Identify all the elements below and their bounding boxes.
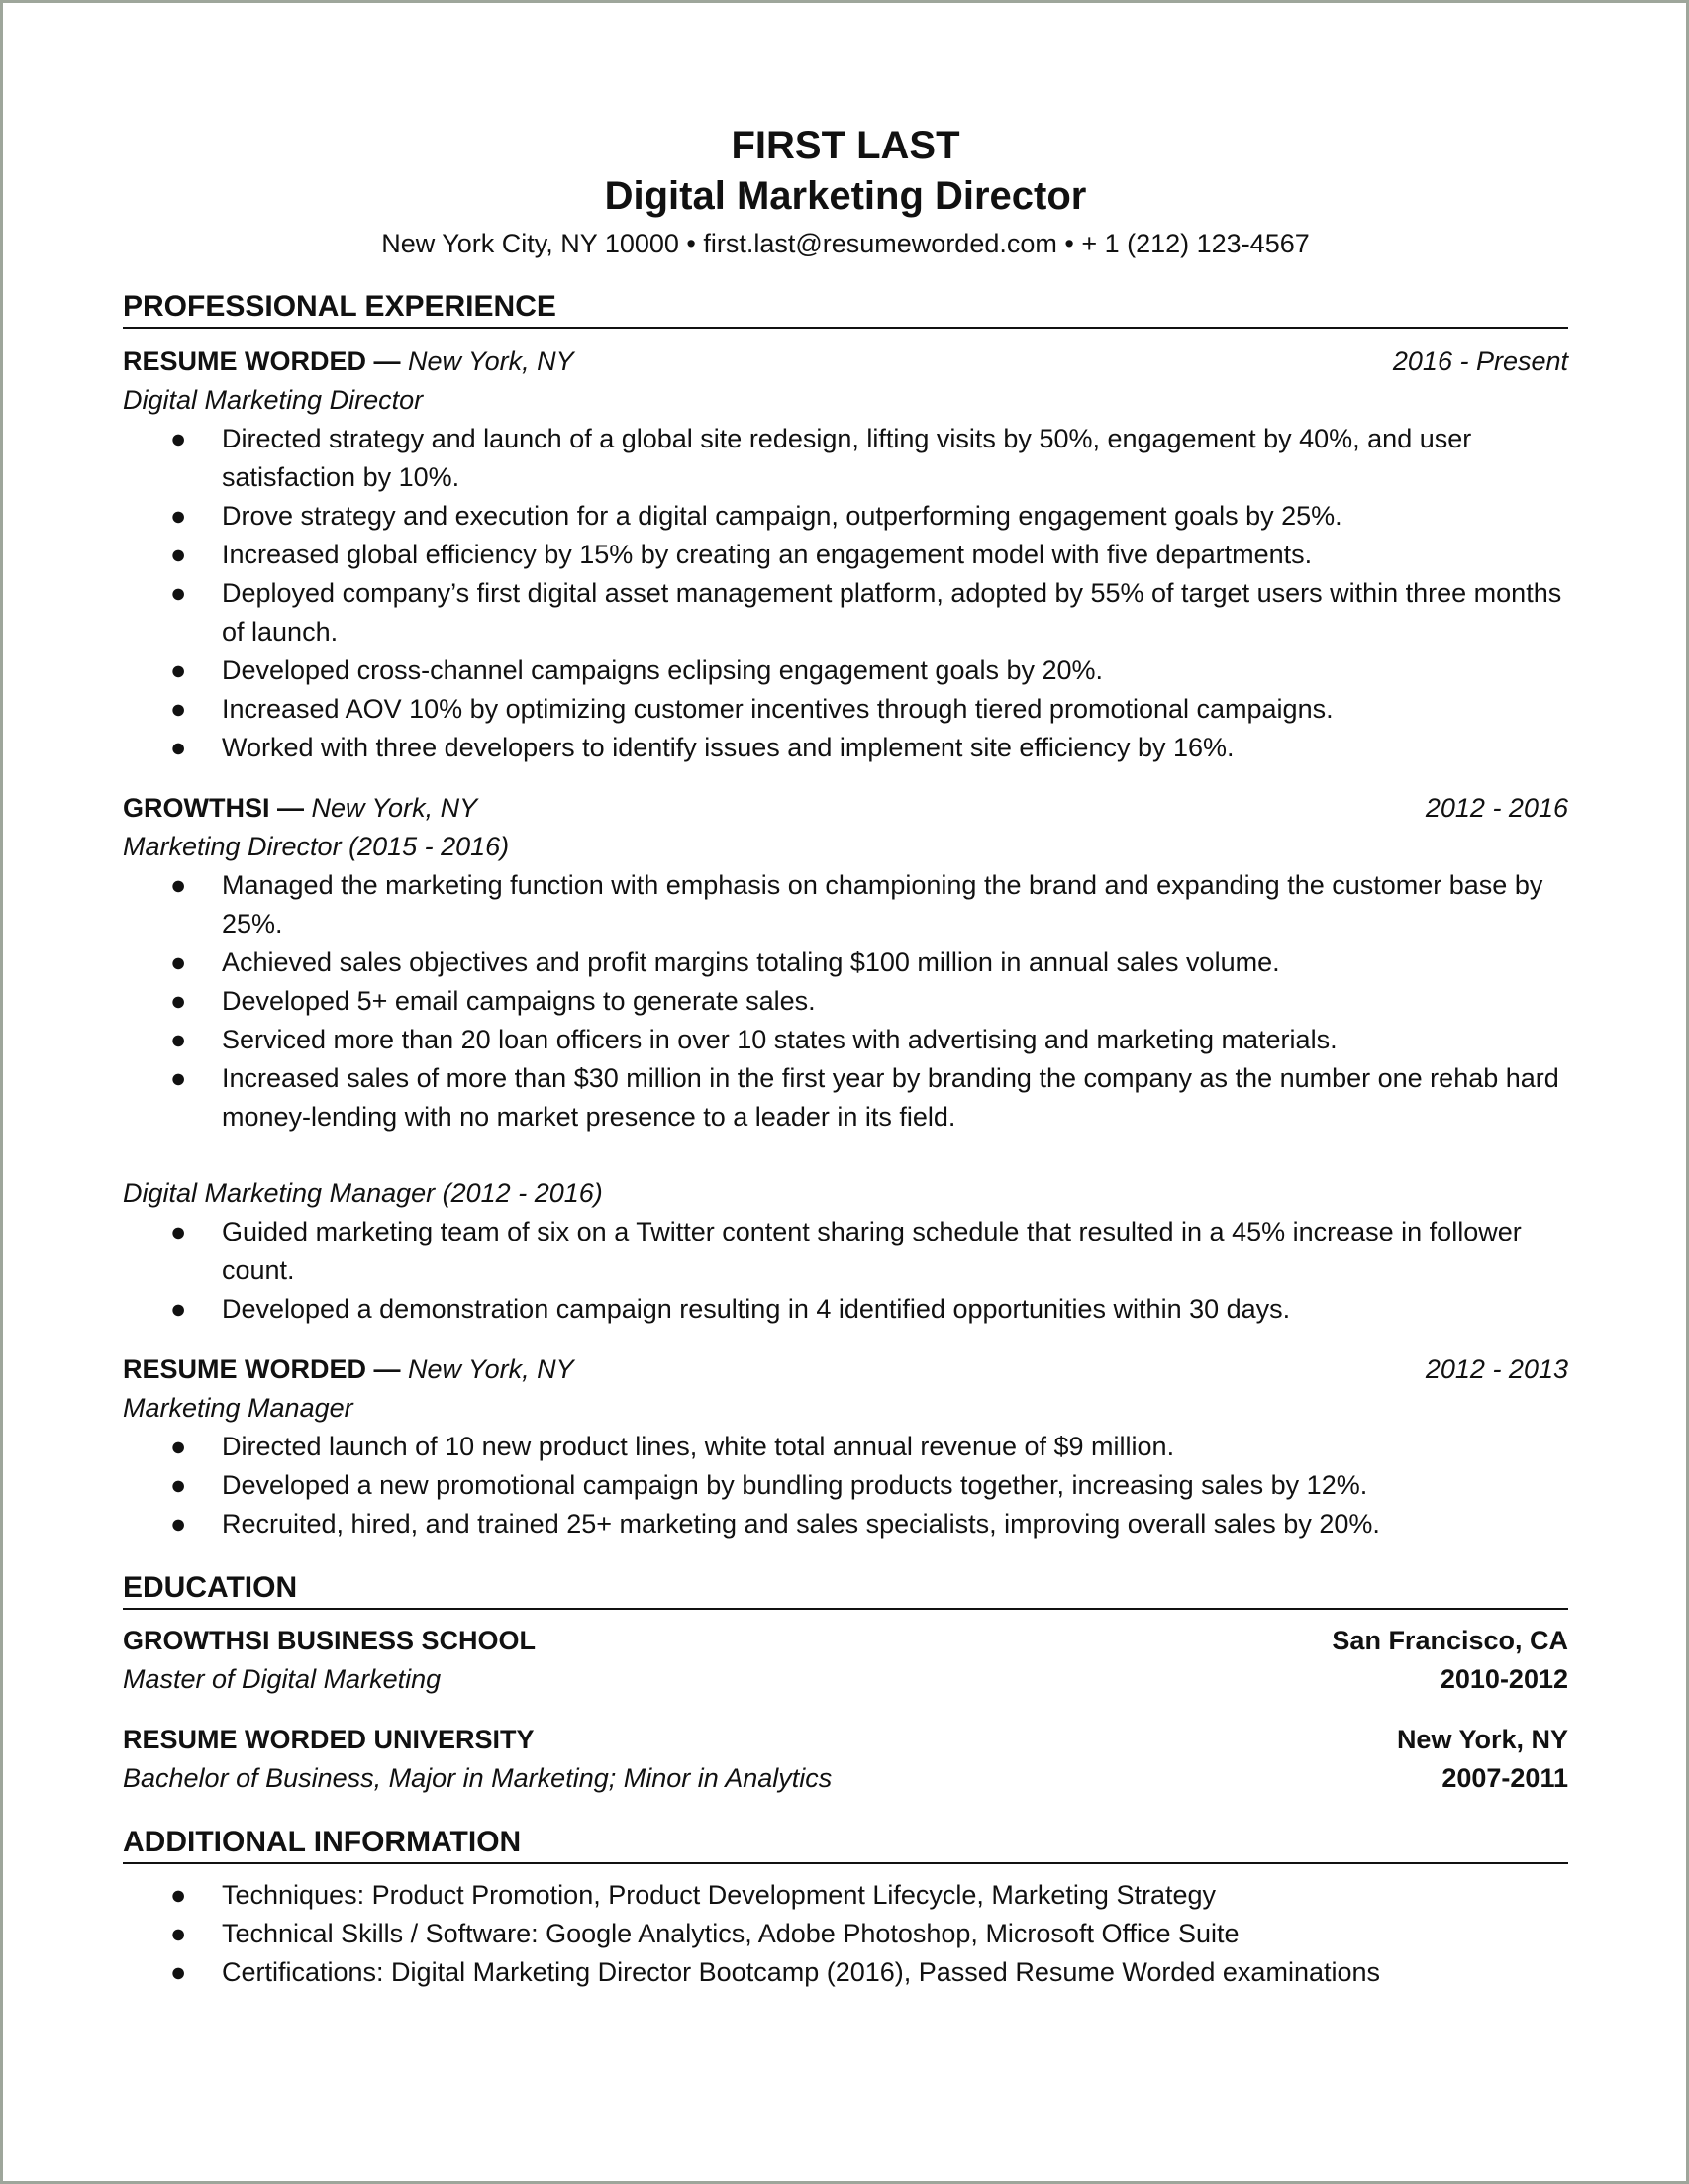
bullet-text: Certifications: Digital Marketing Director Bootcamp (2016), Passed Resume Worded examinations — [222, 1957, 1381, 1987]
bullet-item — [123, 1876, 1568, 1915]
bullet-text: Drove strategy and execution for a digital campaign, outperforming engagement goals by 25%. — [222, 501, 1342, 531]
job-dates: 2016 - Present — [1392, 347, 1568, 376]
bullet-item — [123, 1466, 1568, 1505]
bullet-item — [123, 1021, 1568, 1059]
job-bullets — [123, 1428, 1568, 1543]
bullet-item — [123, 497, 1568, 536]
bullet-item — [123, 1059, 1568, 1137]
additional-section — [123, 1824, 1568, 1992]
education-dates: 2010-2012 — [1440, 1664, 1568, 1694]
bullet-item — [123, 982, 1568, 1021]
bullet-icon: ● — [170, 1025, 187, 1054]
education-entry — [123, 1622, 1568, 1699]
bullet-icon: ● — [170, 655, 187, 685]
bullet-text: Developed cross-channel campaigns eclipsing engagement goals by 20%. — [222, 655, 1104, 685]
bullet-icon: ● — [170, 986, 187, 1016]
job-bullets — [123, 1213, 1568, 1329]
school-location: San Francisco, CA — [1332, 1626, 1568, 1655]
bullet-icon: ● — [170, 501, 187, 531]
job-header — [123, 343, 1568, 381]
bullet-icon: ● — [170, 947, 187, 977]
resume-header — [123, 120, 1568, 262]
bullet-text: Increased AOV 10% by optimizing customer incentives through tiered promotional campaigns. — [222, 694, 1334, 724]
bullet-icon: ● — [170, 1432, 187, 1461]
bullet-text: Developed 5+ email campaigns to generate sales. — [222, 986, 816, 1016]
job-entry — [123, 343, 1568, 767]
bullet-icon: ● — [170, 1217, 187, 1246]
job-entry — [123, 789, 1568, 1329]
bullet-icon: ● — [170, 1957, 187, 1987]
school-name: RESUME WORDED UNIVERSITY — [123, 1725, 535, 1754]
bullet-item — [123, 651, 1568, 690]
job-location: New York, NY — [408, 347, 574, 376]
bullet-text: Technical Skills / Software: Google Analytics, Adobe Photoshop, Microsoft Office Suite — [222, 1919, 1240, 1948]
bullet-icon: ● — [170, 1509, 187, 1539]
bullet-item — [123, 1290, 1568, 1329]
job-role: Digital Marketing Manager (2012 - 2016) — [123, 1178, 603, 1208]
bullet-icon: ● — [170, 540, 187, 569]
bullet-text: Worked with three developers to identify issues and implement site efficiency by 16%. — [222, 733, 1235, 762]
additional-heading: ADDITIONAL INFORMATION — [123, 1824, 1568, 1864]
bullet-icon: ● — [170, 1919, 187, 1948]
job-header — [123, 1350, 1568, 1389]
education-entry — [123, 1721, 1568, 1798]
bullet-text: Guided marketing team of six on a Twitter content sharing schedule that resulted in a 45% increase in follower count. — [222, 1217, 1522, 1285]
company-name: RESUME WORDED — — [123, 347, 401, 376]
bullet-text: Achieved sales objectives and profit margins totaling $100 million in annual sales volume. — [222, 947, 1280, 977]
experience-heading: PROFESSIONAL EXPERIENCE — [123, 288, 1568, 329]
education-heading: EDUCATION — [123, 1569, 1568, 1610]
degree-name: Master of Digital Marketing — [123, 1664, 442, 1694]
bullet-item — [123, 536, 1568, 574]
bullet-text: Directed launch of 10 new product lines, white total annual revenue of $9 million. — [222, 1432, 1175, 1461]
school-location: New York, NY — [1396, 1725, 1568, 1754]
job-location: New York, NY — [408, 1354, 574, 1384]
bullet-icon: ● — [170, 424, 187, 453]
candidate-title: Digital Marketing Director — [604, 174, 1087, 218]
degree-name: Bachelor of Business, Major in Marketing; Minor in Analytics — [123, 1763, 833, 1793]
job-dates: 2012 - 2016 — [1425, 793, 1568, 823]
bullet-item — [123, 1428, 1568, 1466]
bullet-text: Recruited, hired, and trained 25+ marketing and sales specialists, improving overall sales by 20%. — [222, 1509, 1380, 1539]
job-entry — [123, 1350, 1568, 1543]
bullet-text: Increased sales of more than $30 million in the first year by branding the company as the number one rehab hard money-lending with no market presence to a leader in its field. — [222, 1063, 1559, 1132]
bullet-text: Increased global efficiency by 15% by creating an engagement model with five departments. — [222, 540, 1313, 569]
bullet-item — [123, 574, 1568, 651]
job-header — [123, 789, 1568, 828]
bullet-icon: ● — [170, 870, 187, 900]
company-name: RESUME WORDED — — [123, 1354, 401, 1384]
job-bullets — [123, 866, 1568, 1137]
education-section — [123, 1569, 1568, 1798]
bullet-icon: ● — [170, 1294, 187, 1324]
bullet-icon: ● — [170, 1880, 187, 1910]
resume-content — [123, 120, 1568, 1992]
contact-line: New York City, NY 10000 • first.last@resumeworded.com • + 1 (212) 123-4567 — [381, 229, 1310, 258]
school-name: GROWTHSI BUSINESS SCHOOL — [123, 1626, 537, 1655]
candidate-name: FIRST LAST — [731, 124, 960, 167]
job-role: Digital Marketing Director — [123, 385, 424, 415]
education-dates: 2007-2011 — [1441, 1763, 1568, 1793]
bullet-item — [123, 690, 1568, 729]
bullet-icon: ● — [170, 1470, 187, 1500]
company-name: GROWTHSI — — [123, 793, 304, 823]
job-bullets — [123, 420, 1568, 767]
bullet-icon: ● — [170, 694, 187, 724]
bullet-item — [123, 1505, 1568, 1543]
bullet-text: Serviced more than 20 loan officers in over 10 states with advertising and marketing materials. — [222, 1025, 1338, 1054]
bullet-text: Managed the marketing function with emphasis on championing the brand and expanding the customer base by 25%. — [222, 870, 1543, 939]
bullet-text: Directed strategy and launch of a global site redesign, lifting visits by 50%, engagement by 40%, and user satisfaction by 10%. — [222, 424, 1472, 492]
spacer — [123, 1137, 1568, 1174]
experience-section — [123, 288, 1568, 1543]
bullet-item — [123, 729, 1568, 767]
job-location: New York, NY — [311, 793, 478, 823]
bullet-item — [123, 420, 1568, 497]
bullet-item — [123, 866, 1568, 943]
additional-bullets — [123, 1876, 1568, 1992]
bullet-icon: ● — [170, 578, 187, 608]
bullet-item — [123, 1213, 1568, 1290]
bullet-icon: ● — [170, 733, 187, 762]
bullet-text: Developed a new promotional campaign by bundling products together, increasing sales by 12%. — [222, 1470, 1368, 1500]
bullet-text: Deployed company’s first digital asset management platform, adopted by 55% of target users within three months of launch. — [222, 578, 1562, 646]
bullet-text: Developed a demonstration campaign resulting in 4 identified opportunities within 30 days. — [222, 1294, 1291, 1324]
bullet-text: Techniques: Product Promotion, Product Development Lifecycle, Marketing Strategy — [222, 1880, 1216, 1910]
job-role: Marketing Director (2015 - 2016) — [123, 832, 510, 861]
bullet-item — [123, 943, 1568, 982]
job-dates: 2012 - 2013 — [1425, 1354, 1568, 1384]
job-role: Marketing Manager — [123, 1393, 353, 1423]
bullet-item — [123, 1915, 1568, 1953]
bullet-icon: ● — [170, 1063, 187, 1093]
bullet-item — [123, 1953, 1568, 1992]
